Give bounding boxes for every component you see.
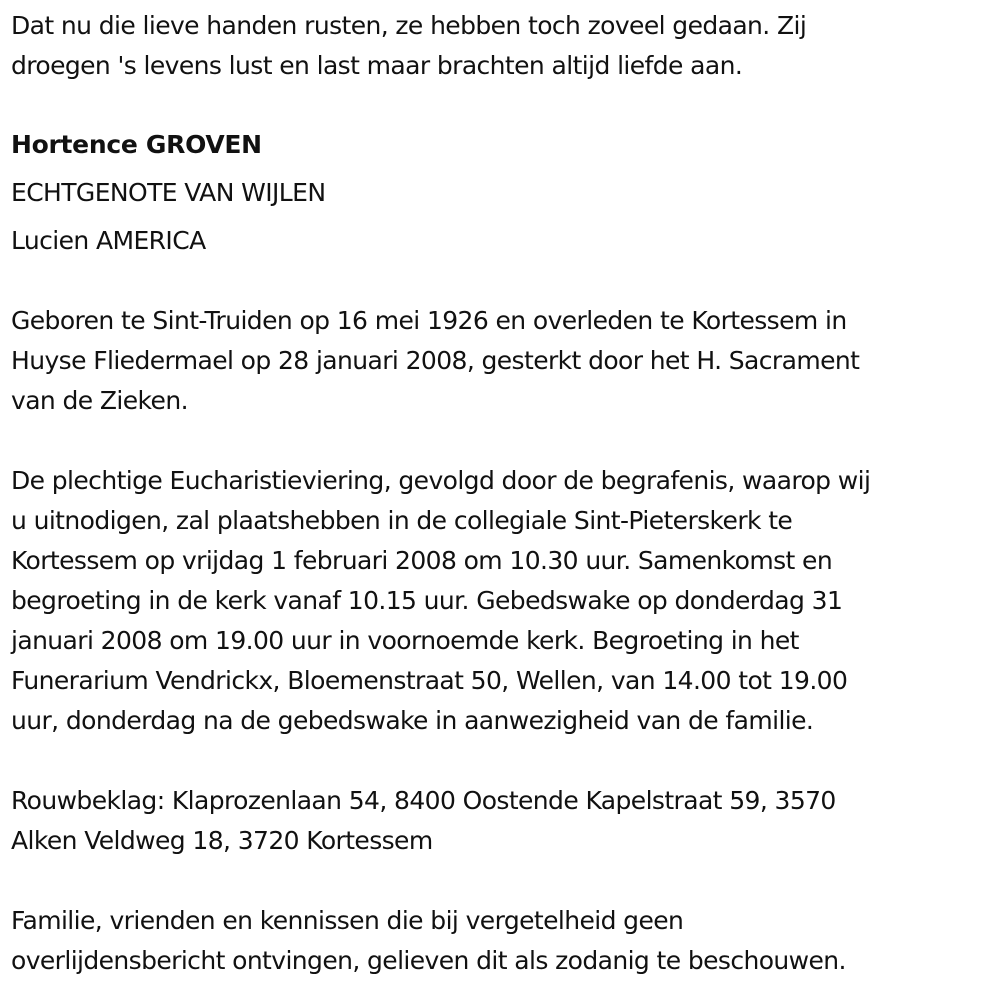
ceremony-line: begroeting in de kerk vanaf 10.15 uur. Gebedswake op donderdag 31 bbox=[11, 586, 843, 615]
deceased-relation: ECHTGENOTE VAN WIJLEN bbox=[11, 178, 326, 207]
ceremony-line: Kortessem op vrijdag 1 februari 2008 om 10.30 uur. Samenkomst en bbox=[11, 546, 833, 575]
birth-death-line: Huyse Fliedermael op 28 januari 2008, gesterkt door het H. Sacrament bbox=[11, 346, 860, 375]
ceremony-line: januari 2008 om 19.00 uur in voornoemde kerk. Begroeting in het bbox=[11, 626, 799, 655]
birth-death-line: Geboren te Sint-Truiden op 16 mei 1926 en overleden te Kortessem in bbox=[11, 306, 847, 335]
condolences-line: Rouwbeklag: Klaprozenlaan 54, 8400 Oostende Kapelstraat 59, 3570 bbox=[11, 786, 836, 815]
ceremony-line: uur, donderdag na de gebedswake in aanwezigheid van de familie. bbox=[11, 706, 814, 735]
ceremony-line: Funerarium Vendrickx, Bloemenstraat 50, Wellen, van 14.00 tot 19.00 bbox=[11, 666, 848, 695]
closing-line: overlijdensbericht ontvingen, gelieven dit als zodanig te beschouwen. bbox=[11, 946, 846, 975]
condolences-line: Alken Veldweg 18, 3720 Kortessem bbox=[11, 826, 433, 855]
poem-line: Dat nu die lieve handen rusten, ze hebben toch zoveel gedaan. Zij bbox=[11, 11, 807, 40]
spouse-name: Lucien AMERICA bbox=[11, 226, 206, 255]
ceremony-line: De plechtige Eucharistieviering, gevolgd door de begrafenis, waarop wij bbox=[11, 466, 871, 495]
birth-death-line: van de Zieken. bbox=[11, 386, 188, 415]
ceremony-line: u uitnodigen, zal plaatshebben in de collegiale Sint-Pieterskerk te bbox=[11, 506, 793, 535]
deceased-name: Hortence GROVEN bbox=[11, 130, 262, 159]
poem-line: droegen 's levens lust en last maar brachten altijd liefde aan. bbox=[11, 51, 743, 80]
closing-line: Familie, vrienden en kennissen die bij vergetelheid geen bbox=[11, 906, 684, 935]
